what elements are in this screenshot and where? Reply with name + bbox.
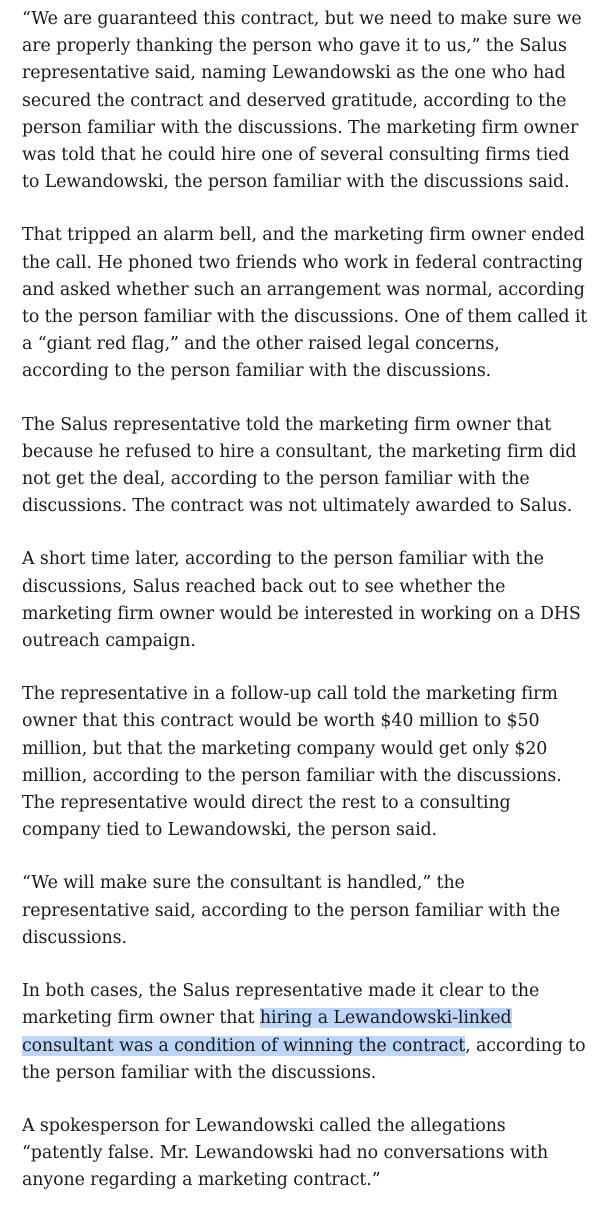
paragraph-5: The representative in a follow-up call told the marketing firm owner that this contract would be worth $40 million to $50 million, but that the marketing company would get only $20 million, according to the person familiar with the discussions. The representative would direct the rest to a consulting company tied to Lewandowski, the person said. (22, 684, 562, 841)
paragraph-7-start: In both cases, the Salus representative made it clear to the marketing firm owner that (22, 981, 540, 1029)
paragraph-7 (22, 978, 588, 1087)
paragraph-3: The Salus representative told the marketing firm owner that because he refused to hire a consultant, the marketing firm did not get the deal, according to the person familiar with the discussions. The contract was not ultimately awarded to Salus. (22, 414, 577, 517)
paragraph-4: A short time later, according to the person familiar with the discussions, Salus reached back out to see whether the marketing firm owner would be interested in working on a DHS outreach campaign. (22, 549, 581, 652)
paragraph-1: “We are guaranteed this contract, but we need to make sure we are properly thanking the person who gave it to us,” the Salus representative said, naming Lewandowski as the one who had secured the contract and deserved gratitude, according to the person familiar with the discussions. The marketing firm owner was told that he could hire one of several consulting firms tied to Lewandowski, the person familiar with the discussions said. (22, 9, 582, 193)
article-body (22, 6, 588, 1221)
paragraph-7-end: , according to the person familiar with the discussions. (22, 1035, 586, 1083)
paragraph-8: A spokesperson for Lewandowski called the allegations “patently false. Mr. Lewandowski had no conversations with anyone regarding a marketing contract.” (22, 1115, 549, 1191)
highlighted-text[interactable]: hiring a Lewandowski-linked consultant was a condition of winning the contract (22, 1008, 512, 1056)
paragraph-2: That tripped an alarm bell, and the marketing firm owner ended the call. He phoned two friends who work in federal contracting and asked whether such an arrangement was normal, according to the person familiar with the discussions. One of them called it a “giant red flag,” and the other raised legal concerns, according to the person familiar with the discussions. (22, 225, 588, 382)
paragraph-6: “We will make sure the consultant is handled,” the representative said, according to the person familiar with the discussions. (22, 873, 561, 948)
